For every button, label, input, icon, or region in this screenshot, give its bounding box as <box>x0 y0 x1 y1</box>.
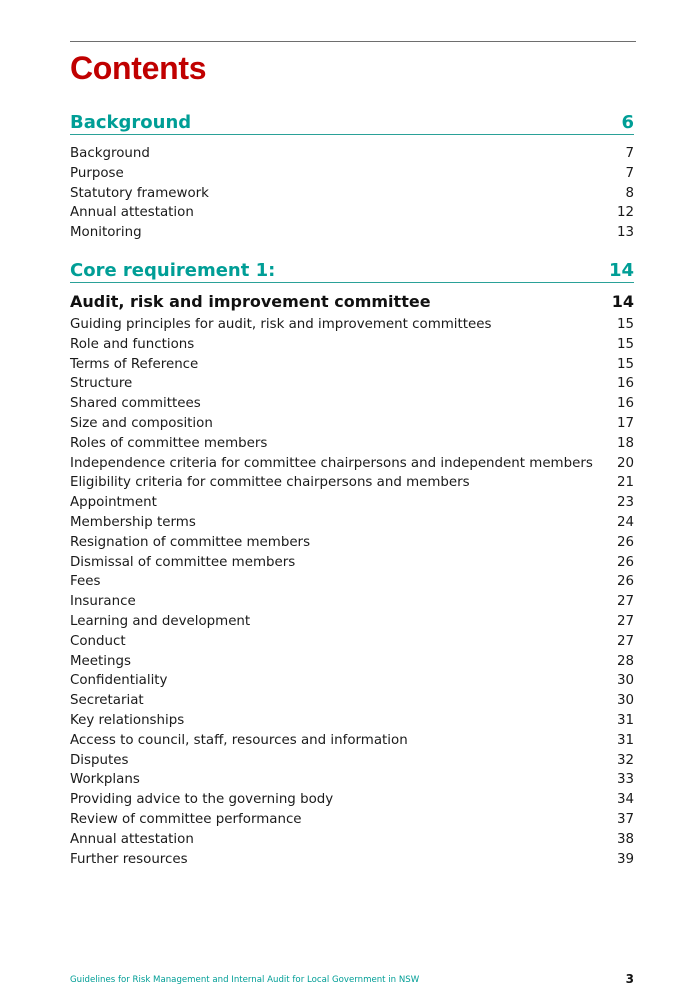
toc-entry[interactable] <box>70 355 634 375</box>
toc-entry[interactable] <box>70 184 634 204</box>
footer-document-title: Guidelines for Risk Management and Internal Audit for Local Government in NSW <box>70 975 420 985</box>
toc-entry[interactable] <box>70 473 634 493</box>
toc-list-core-requirement-1 <box>70 315 634 869</box>
section-heading-label: Core requirement 1: <box>70 260 276 281</box>
toc-entry-page: 33 <box>616 772 634 788</box>
toc-entry-page: 32 <box>616 752 634 768</box>
toc-entry-page: 31 <box>616 712 634 728</box>
toc-entry[interactable] <box>70 810 634 830</box>
toc-entry-page: 24 <box>616 514 634 530</box>
toc-entry-page: 15 <box>616 317 634 332</box>
toc-entry-page: 8 <box>625 185 634 201</box>
toc-entry-label: Size and composition <box>70 415 213 431</box>
subheading-page: 14 <box>611 292 634 311</box>
toc-entry-label: Meetings <box>70 653 131 669</box>
toc-entry-label: Statutory framework <box>70 185 209 201</box>
toc-entry-page: 16 <box>616 396 634 412</box>
toc-entry[interactable] <box>70 414 634 434</box>
toc-entry-label: Disputes <box>70 752 129 768</box>
top-rule <box>70 41 636 42</box>
toc-entry-page: 17 <box>616 415 634 431</box>
toc-entry[interactable] <box>70 572 634 592</box>
toc-entry-label: Providing advice to the governing body <box>70 792 334 808</box>
toc-entry[interactable] <box>70 533 634 553</box>
toc-entry-label: Membership terms <box>70 514 196 530</box>
toc-entry-page: 38 <box>616 831 634 847</box>
toc-entry-page: 27 <box>616 633 634 649</box>
toc-entry-page: 21 <box>616 475 634 491</box>
toc-entry[interactable] <box>70 830 634 850</box>
toc-entry[interactable] <box>70 652 634 672</box>
toc-entry-page: 27 <box>616 613 634 629</box>
toc-entry-page: 34 <box>616 792 634 808</box>
toc-entry-page: 31 <box>616 732 634 748</box>
toc-entry[interactable] <box>70 374 634 394</box>
toc-entry-label: Workplans <box>70 772 140 788</box>
section-heading-core-requirement-1[interactable] <box>70 260 634 283</box>
toc-entry-page: 7 <box>625 146 634 161</box>
toc-entry-label: Terms of Reference <box>70 356 199 372</box>
toc-entry-page: 39 <box>616 851 634 867</box>
section-heading-page: 6 <box>621 112 634 133</box>
toc-entry-label: Guiding principles for audit, risk and improvement committees <box>70 317 492 332</box>
toc-entry-page: 15 <box>616 356 634 372</box>
toc-entry[interactable] <box>70 315 634 335</box>
toc-entry-label: Learning and development <box>70 613 251 629</box>
toc-entry-page: 26 <box>616 554 634 570</box>
toc-entry[interactable] <box>70 691 634 711</box>
toc-entry[interactable] <box>70 335 634 355</box>
toc-entry[interactable] <box>70 203 634 223</box>
toc-entry[interactable] <box>70 394 634 414</box>
toc-entry[interactable] <box>70 144 634 164</box>
toc-entry[interactable] <box>70 513 634 533</box>
toc-entry-label: Shared committees <box>70 396 201 412</box>
toc-entry[interactable] <box>70 751 634 771</box>
subheading-label: Audit, risk and improvement committee <box>70 292 431 311</box>
toc-entry[interactable] <box>70 790 634 810</box>
toc-entry-label: Conduct <box>70 633 126 649</box>
toc-entry-page: 15 <box>616 336 634 352</box>
toc-entry-label: Key relationships <box>70 712 185 728</box>
section-heading-page: 14 <box>608 260 634 281</box>
toc-entry-page: 20 <box>616 455 634 471</box>
toc-entry-page: 12 <box>616 205 634 221</box>
toc-entry-page: 13 <box>616 225 634 241</box>
toc-entry-page: 16 <box>616 376 634 392</box>
toc-entry[interactable] <box>70 592 634 612</box>
toc-entry[interactable] <box>70 454 634 474</box>
toc-entry[interactable] <box>70 553 634 573</box>
footer-page-number: 3 <box>625 972 634 986</box>
toc-entry-page: 28 <box>616 653 634 669</box>
toc-entry-page: 26 <box>616 574 634 590</box>
toc-entry-label: Annual attestation <box>70 831 194 847</box>
toc-entry-label: Structure <box>70 376 133 392</box>
toc-entry[interactable] <box>70 711 634 731</box>
toc-entry-label: Roles of committee members <box>70 435 268 451</box>
toc-entry-label: Access to council, staff, resources and information <box>70 732 408 748</box>
toc-entry[interactable] <box>70 223 634 243</box>
toc-entry-label: Background <box>70 146 150 161</box>
toc-entry-label: Role and functions <box>70 336 195 352</box>
toc-entry-label: Dismissal of committee members <box>70 554 296 570</box>
toc-entry[interactable] <box>70 632 634 652</box>
toc-entry-label: Eligibility criteria for committee chairpersons and members <box>70 475 470 491</box>
toc-entry-label: Appointment <box>70 495 157 511</box>
toc-entry-label: Confidentiality <box>70 673 168 689</box>
section-heading-background[interactable] <box>70 112 634 135</box>
toc-entry-label: Insurance <box>70 594 136 610</box>
toc-entry[interactable] <box>70 434 634 454</box>
toc-entry-page: 30 <box>616 693 634 709</box>
toc-entry-label: Further resources <box>70 851 188 867</box>
toc-entry-label: Independence criteria for committee chairpersons and independent members <box>70 455 593 471</box>
toc-entry-label: Secretariat <box>70 693 144 709</box>
toc-entry[interactable] <box>70 770 634 790</box>
toc-entry-page: 26 <box>616 534 634 550</box>
toc-entry[interactable] <box>70 164 634 184</box>
toc-entry-label: Fees <box>70 574 101 590</box>
toc-entry-page: 27 <box>616 594 634 610</box>
toc-entry[interactable] <box>70 731 634 751</box>
toc-entry-label: Review of committee performance <box>70 811 302 827</box>
toc-list-background <box>70 144 634 243</box>
toc-entry-label: Annual attestation <box>70 205 194 221</box>
toc-entry-label: Resignation of committee members <box>70 534 311 550</box>
toc-entry[interactable] <box>70 612 634 632</box>
toc-entry[interactable] <box>70 493 634 513</box>
subheading-audit-risk-committee[interactable] <box>70 292 634 312</box>
toc-entry-label: Monitoring <box>70 225 142 241</box>
toc-entry-page: 7 <box>625 165 634 181</box>
toc-entry-label: Purpose <box>70 165 124 181</box>
toc-entry-page: 37 <box>616 811 634 827</box>
toc-entry[interactable] <box>70 671 634 691</box>
toc-entry[interactable] <box>70 850 634 870</box>
toc-entry-page: 23 <box>616 495 634 511</box>
toc-entry-page: 18 <box>616 435 634 451</box>
toc-entry-page: 30 <box>616 673 634 689</box>
page-title: Contents <box>70 50 207 86</box>
section-heading-label: Background <box>70 112 192 133</box>
